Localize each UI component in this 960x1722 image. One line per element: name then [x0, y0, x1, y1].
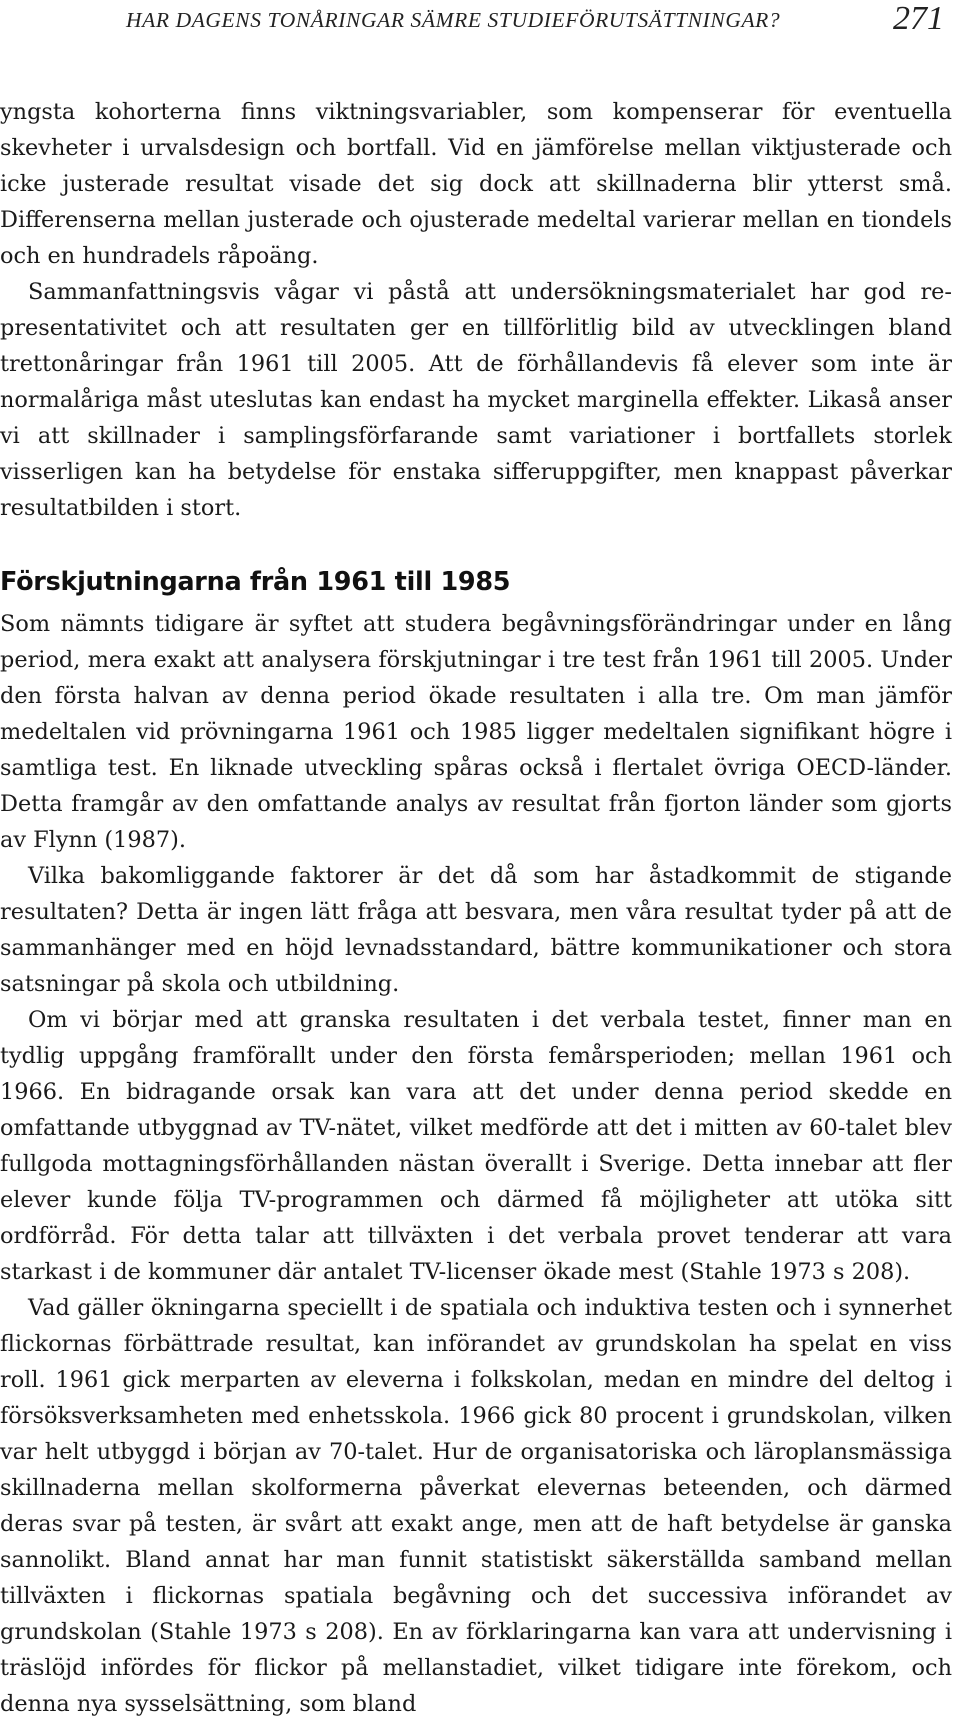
body-paragraph: Vad gäller ökningarna speciellt i de spatiala och induktiva testen och i synnerhet flickornas förbättrade resultat, kan införandet av grundskolan ha spelat en viss roll. 1961 gick merparten av eleverna i folkskolan, medan en mindre del deltog i försöksverksamheten med enhetsskola. 1966 gick 80 procent i grundskolan, vilken var helt utbyggd i början av 70-talet. Hur de organisatoriska och läroplansmässiga skillnaderna mellan skolformerna påverkat elevernas beteenden, och därmed deras svar på testen, är svårt att exakt ange, men att de haft betydelse är ganska sannolikt. Bland annat har man funnit statistiskt säkerställda samband mellan tillväxten i flickornas spatiala begåvning och det successiva införandet av grundskolan (Stahle 1973 s 208). En av förklaringarna kan vara att undervisning i träslöjd infördes för flickor på mellanstadiet, vilket tidigare inte förekom, och denna nya sysselsättning, som bland — [0, 1295, 952, 1717]
page-body — [0, 94, 952, 1722]
body-paragraph: yngsta kohorterna finns viktningsvariabler, som kompenserar för eventuella skevheter i urvalsdesign och bortfall. Vid en jämförelse mellan viktjusterade och icke justerade resultat visade det sig dock att skillnaderna blir ytterst små. Differenserna mellan justerade och ojusterade medeltal varierar mellan en tiondels och en hundradels råpoäng. — [0, 99, 952, 269]
running-header — [0, 0, 960, 50]
section-heading: Förskjutningarna från 1961 till 1985 — [0, 567, 511, 597]
page-number: 271 — [893, 0, 944, 37]
body-paragraph: Sammanfattningsvis vågar vi påstå att undersökningsmaterialet har god representativitet och att resultaten ger en tillförlitlig bild av utvecklingen bland trettonåringar från 1961 till 2005. Att de förhållandevis få elever som inte är normalåriga måst uteslutas kan endast ha mycket marginella effekter. Likaså anser vi att skillnader i samplingsförfarande samt variationer i bortfallets storlek visserligen kan ha betydelse för enstaka sifferuppgifter, men knappast påverkar resultatbilden i stort. — [0, 279, 952, 521]
body-paragraph: Som nämnts tidigare är syftet att studera begåvningsförändringar under en lång period, mera exakt att analysera förskjutningar i tre test från 1961 till 2005. Under den första halvan av denna period ökade resultaten i alla tre. Om man jämför medeltalen vid prövningarna 1961 och 1985 ligger medeltalen signifikant högre i samtliga test. En liknade utveckling spåras också i flertalet övriga OECD-länder. Detta framgår av den omfattande analys av resultat från fjorton länder som gjorts av Flynn (1987). — [0, 611, 952, 853]
body-paragraph: Om vi börjar med att granska resultaten i det verbala testet, finner man en tydlig uppgång framförallt under den första femårsperioden; mellan 1961 och 1966. En bidragande orsak kan vara att det under denna period skedde en omfattande utbyggnad av TV-nätet, vilket medförde att det i mitten av 60-talet blev fullgoda mottagningsförhållanden nästan överallt i Sverige. Detta innebar att fler elever kunde följa TV-programmen och därmed få möjligheter att utöka sitt ordförråd. För detta talar att tillväxten i det verbala provet tenderar att vara starkast i de kommuner där antalet TV-licenser ökade mest (Stahle 1973 s 208). — [0, 1007, 952, 1285]
body-paragraph: Vilka bakomliggande faktorer är det då som har åstadkommit de stigande resultaten? Detta är ingen lätt fråga att besvara, men våra resultat tyder på att de sammanhänger med en höjd levnadsstandard, bättre kommunikationer och stora satsningar på skola och utbildning. — [0, 863, 952, 997]
running-title: HAR DAGENS TONÅRINGAR SÄMRE STUDIEFÖRUTSÄTTNINGAR? — [126, 8, 781, 32]
